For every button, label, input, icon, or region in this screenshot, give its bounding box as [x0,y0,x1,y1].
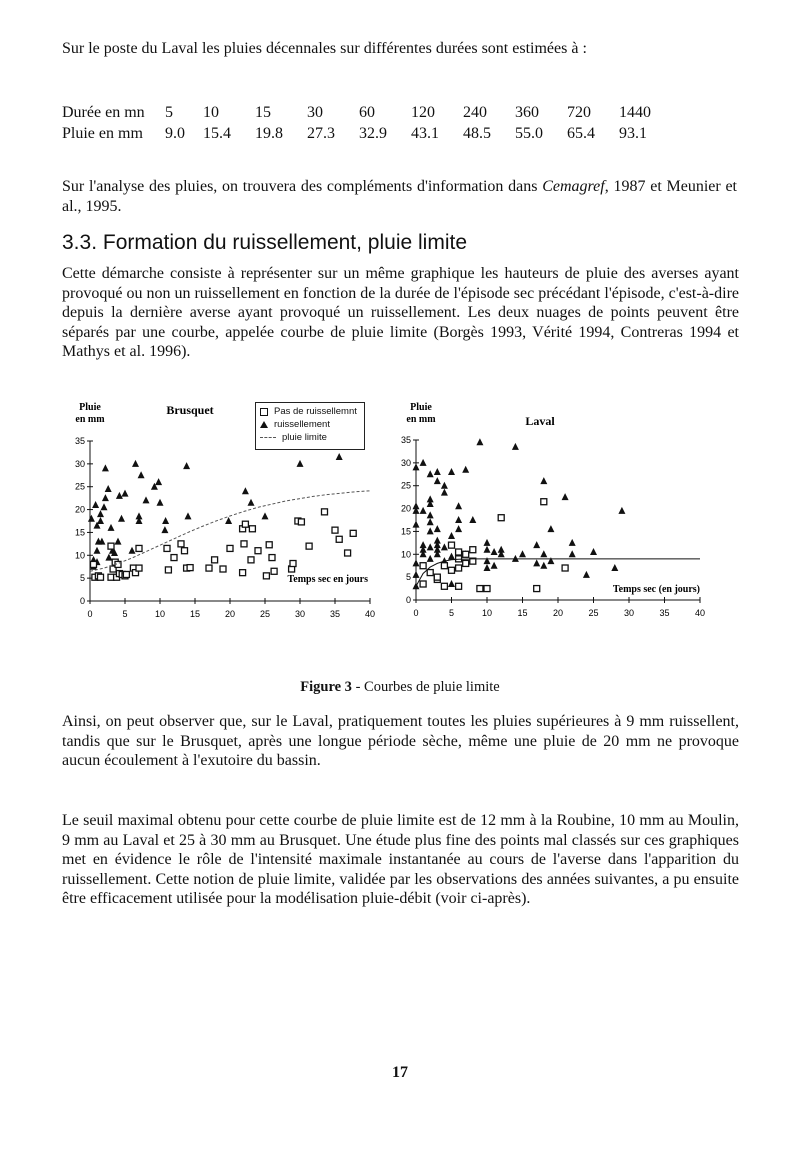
y-tick-label: 10 [74,550,85,561]
runoff-point [88,515,95,522]
duration-cell: 60 [359,103,375,121]
duration-cell: 1440 [619,103,651,121]
runoff-point [498,546,505,553]
y-axis-label-line1: Pluie [79,402,101,413]
rainfall-cell: 93.1 [619,124,647,142]
runoff-point [413,521,420,528]
x-tick-label: 15 [517,608,528,618]
runoff-point [434,468,441,475]
y-axis-label-line2: en mm [406,414,436,425]
chart-laval [401,402,705,618]
no-runoff-point [242,521,248,527]
no-runoff-point [541,499,547,505]
no-runoff-point [420,563,426,569]
caption-label: Figure 3 [300,679,352,695]
text: , 1987 et Meunier et al., 1995. [62,178,738,215]
no-runoff-point [434,574,440,580]
runoff-point [420,507,427,514]
no-runoff-point [350,530,356,536]
row-label: Durée en mn [62,103,145,121]
runoff-point [455,525,462,532]
rainfall-cell: 19.8 [255,124,283,142]
y-tick-label: 0 [79,596,85,606]
runoff-point [540,562,547,569]
no-runoff-point [449,542,455,548]
no-runoff-point [212,557,218,563]
x-tick-label: 25 [259,609,271,619]
chart-title: Brusquet [166,403,214,417]
no-runoff-point [463,560,469,566]
x-tick-label: 35 [659,608,670,618]
runoff-point [248,499,255,506]
y-axis-label-line1: Pluie [410,402,432,413]
runoff-point [484,564,491,571]
runoff-point [484,557,491,564]
runoff-point [434,477,441,484]
runoff-point [569,539,576,546]
legend-label: Pas de ruissellemnt [274,406,357,417]
duration-cell: 720 [567,103,591,121]
runoff-point [455,502,462,509]
runoff-point [129,547,136,554]
no-runoff-point [187,565,193,571]
runoff-point [533,559,540,566]
rainfall-cell: 27.3 [307,124,335,142]
legend-item-runoff [260,418,360,431]
y-tick-label: 20 [400,503,411,514]
runoff-point [448,580,455,587]
runoff-point [297,460,304,467]
runoff-point [547,525,554,532]
runoff-point [102,494,109,501]
no-runoff-point [249,526,255,532]
rainfall-cell: 65.4 [567,124,595,142]
caption-text: - Courbes de pluie limite [351,679,500,695]
no-runoff-point [91,561,97,567]
paragraph-threshold: Le seuil maximal obtenu pour cette courbe de pluie limite est de 12 mm à la Roubine, 10 mm au Moulin, 9 mm au Laval et 25 à 30 mm au Brusquet. Une étude plus fine des points mal classés sur ces graphiques met en évidence le rôle de l'intensité maximale instantanée au cours de l'averse dans l'apparition du ruissellement. Cette notion de pluie limite, validée par les observations des années suivantes, a pu ensuite être efficacement utilisée pour la modélisation pluie-débit (voir ci-après). [62,812,739,907]
runoff-point [183,462,190,469]
no-runoff-point [108,543,114,549]
runoff-point [413,559,420,566]
no-runoff-point [255,548,261,554]
duration-cell: 10 [203,103,219,121]
no-runoff-point [441,563,447,569]
runoff-point [115,538,122,545]
no-runoff-point [484,586,490,592]
no-runoff-point [332,527,338,533]
rainfall-cell: 15.4 [203,124,231,142]
no-runoff-point [263,573,269,579]
intro-text: Sur le poste du Laval les pluies décennales sur différentes durées sont estimées à : [62,40,587,57]
runoff-point [157,499,164,506]
text: Sur l'analyse des pluies, on trouvera des compléments d'information dans [62,178,543,195]
runoff-point [413,571,420,578]
limit-curve [416,559,700,586]
rainfall-cell: 32.9 [359,124,387,142]
x-tick-label: 5 [122,609,128,619]
figure-charts [0,390,800,640]
no-runoff-point [498,515,504,521]
runoff-point [434,537,441,544]
y-tick-label: 15 [74,527,85,538]
runoff-point [434,525,441,532]
rainfall-cell: 9.0 [165,124,185,142]
runoff-point [413,502,420,509]
runoff-point [611,564,618,571]
references-paragraph [62,177,737,216]
runoff-point [448,468,455,475]
runoff-point [132,460,139,467]
runoff-point [427,511,434,518]
no-runoff-point [463,551,469,557]
paragraph-method: Cette démarche consiste à représenter sur un même graphique les hauteurs de pluie des averses ayant provoqué ou non un ruissellement en fonction de la durée de l'épisode sec précédant l'épisode, c'est-à-dire depuis la dernière averse ayant provoqué un ruissellement. Les deux nuages de points peuvent être séparés par une courbe, appelée courbe de pluie limite (Borgès 1993, Vérité 1994, Contreras 1994 et Mathys et al. 1996). [62,265,739,360]
x-tick-label: 0 [87,609,93,619]
no-runoff-point [182,548,188,554]
no-runoff-point [345,550,351,556]
x-tick-label: 30 [623,608,635,618]
runoff-point [143,496,150,503]
no-runoff-point [336,536,342,542]
no-runoff-point [456,565,462,571]
runoff-point [420,459,427,466]
no-runoff-point [227,545,233,551]
rainfall-cell: 48.5 [463,124,491,142]
runoff-point [92,501,99,508]
x-tick-label: 30 [294,609,306,619]
x-tick-label: 10 [154,609,166,619]
legend-item-no-runoff [260,405,360,418]
page-number: 17 [392,1064,408,1081]
x-axis-label: Temps sec en jours [287,574,368,585]
duration-cell: 30 [307,103,323,121]
no-runoff-point [171,555,177,561]
chart-legend [255,402,365,450]
no-runoff-point [266,542,272,548]
y-tick-label: 25 [74,481,85,492]
no-runoff-point [98,574,104,580]
no-runoff-point [298,519,304,525]
runoff-point [441,489,448,496]
runoff-point [455,516,462,523]
runoff-point [476,438,483,445]
y-tick-label: 30 [74,458,85,469]
no-runoff-point [240,570,246,576]
table-row-duration [62,102,671,123]
table-row-rainfall [62,123,671,144]
no-runoff-point [136,545,142,551]
runoff-point [155,478,162,485]
no-runoff-point [123,571,129,577]
runoff-point [441,543,448,550]
no-runoff-point [562,565,568,571]
runoff-point [225,517,232,524]
limit-curve [90,491,370,572]
runoff-point [469,516,476,523]
x-tick-label: 40 [364,609,376,619]
y-tick-label: 0 [405,595,411,605]
square-marker-icon [260,408,268,416]
y-tick-label: 10 [400,549,411,560]
no-runoff-point [534,586,540,592]
y-tick-label: 35 [400,435,411,445]
row-label: Pluie en mm [62,124,143,142]
runoff-point [116,492,123,499]
runoff-point [427,495,434,502]
runoff-point [262,512,269,519]
duration-cell: 15 [255,103,271,121]
x-axis-label: Temps sec (en jours) [612,584,700,595]
legend-label: pluie limite [282,432,327,443]
runoff-point [105,554,112,561]
x-tick-label: 40 [694,608,706,618]
runoff-point [533,541,540,548]
runoff-point [97,510,104,517]
runoff-point [138,471,145,478]
rainfall-duration-table [62,102,671,144]
runoff-point [512,555,519,562]
runoff-point [519,550,526,557]
runoff-point [547,557,554,564]
no-runoff-point [136,565,142,571]
runoff-point [484,539,491,546]
runoff-point [618,507,625,514]
no-runoff-point [271,568,277,574]
runoff-point [427,555,434,562]
x-tick-label: 0 [413,608,419,618]
x-tick-label: 20 [552,608,564,618]
runoff-point [108,524,115,531]
x-tick-label: 20 [224,609,236,619]
no-runoff-point [420,581,426,587]
duration-cell: 360 [515,103,539,121]
runoff-point [448,553,455,560]
no-runoff-point [241,541,247,547]
no-runoff-point [178,541,184,547]
no-runoff-point [248,557,254,563]
runoff-point [97,517,104,524]
y-tick-label: 5 [405,572,411,583]
figure-caption [0,679,800,696]
runoff-point [590,548,597,555]
runoff-point [102,464,109,471]
y-tick-label: 5 [79,573,85,584]
runoff-point [540,550,547,557]
y-axis-label-line2: en mm [75,414,105,425]
duration-cell: 240 [463,103,487,121]
legend-label: ruissellement [274,419,330,430]
runoff-point [162,517,169,524]
runoff-point [491,562,498,569]
no-runoff-point [456,549,462,555]
runoff-point [242,487,249,494]
no-runoff-point [449,567,455,573]
runoff-point [105,485,112,492]
no-runoff-point [164,545,170,551]
dashed-line-icon [260,437,276,438]
x-tick-label: 10 [481,608,493,618]
section-title: 3.3. Formation du ruissellement, pluie limite [62,231,468,254]
runoff-point [94,547,101,554]
no-runoff-point [165,567,171,573]
rainfall-cell: 55.0 [515,124,543,142]
runoff-point [161,526,168,533]
rainfall-cell: 43.1 [411,124,439,142]
runoff-point [562,493,569,500]
runoff-point [420,541,427,548]
runoff-point [448,532,455,539]
no-runoff-point [477,586,483,592]
chart-title: Laval [525,414,555,428]
duration-cell: 5 [165,103,173,121]
runoff-point [427,518,434,525]
x-tick-label: 15 [189,609,201,619]
runoff-point [583,571,590,578]
x-tick-label: 5 [448,608,455,618]
no-runoff-point [306,543,312,549]
paragraph-observation: Ainsi, on peut observer que, sur le Laval, pratiquement toutes les pluies supérieures à 9 mm ruissellent, tandis que sur le Brusquet, après une longue période sèche, même une pluie de 20 mm ne provoque aucun écoulement à l'exutoire du bassin. [62,713,739,769]
no-runoff-point [456,583,462,589]
y-tick-label: 30 [400,457,411,468]
runoff-point [484,546,491,553]
duration-cell: 120 [411,103,435,121]
no-runoff-point [427,570,433,576]
y-tick-label: 25 [400,480,411,491]
no-runoff-point [441,583,447,589]
runoff-point [462,466,469,473]
x-tick-label: 35 [329,609,341,619]
runoff-point [569,550,576,557]
no-runoff-point [290,561,296,567]
citation-italic: Cemagref [542,178,605,195]
no-runoff-point [269,555,275,561]
x-tick-label: 25 [588,608,599,618]
runoff-point [122,490,129,497]
no-runoff-point [206,565,212,571]
y-tick-label: 15 [400,526,411,537]
y-tick-label: 35 [74,436,85,446]
runoff-point [512,443,519,450]
no-runoff-point [322,509,328,515]
runoff-point [427,470,434,477]
runoff-point [185,512,192,519]
no-runoff-point [470,547,476,553]
runoff-point [427,543,434,550]
runoff-point [540,477,547,484]
runoff-point [101,503,108,510]
triangle-marker-icon [260,421,268,428]
no-runoff-point [220,566,226,572]
runoff-point [118,515,125,522]
runoff-point [491,548,498,555]
runoff-point [336,453,343,460]
y-tick-label: 20 [74,504,85,515]
runoff-point [441,482,448,489]
runoff-point [413,463,420,470]
legend-item-limit [260,431,360,444]
runoff-point [427,527,434,534]
